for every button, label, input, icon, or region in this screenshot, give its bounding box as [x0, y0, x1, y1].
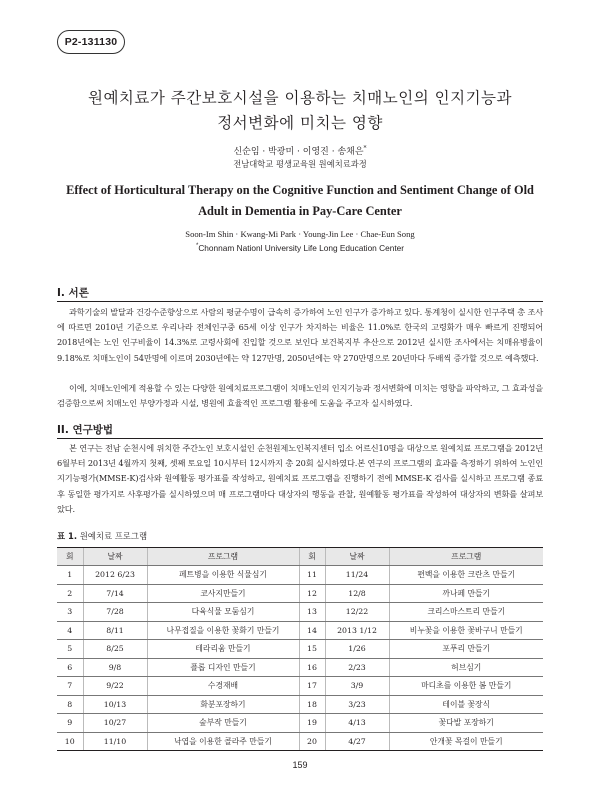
intro-paragraph-1: 과학기술의 발달과 건강수준향상으로 사람의 평균수명이 급속히 증가하여 노인 인구가 증가하고 있다. 통계청이 실시한 인구주택 총 조사에 따르면 2010년 기준으로 우리나라 전체인구중 65세 이상 인구가 차지하는 비율은 11.0%로 한국의 고령화가 매우 빠르게 진행되어 2018년에는 노인 인구비율이 14.3%로 고령사회에 진입할 것으로 보인다 보건복지부 추산으로 2012년 실시한 조사에서는 치매유병율이 9.18%로 치매노인이 54만명에 이르며 2030년에는 약 127만명, 2050년에는 약 270만명으로 20년마다 두배씩 증가할 것으로 예측했다.	[57, 307, 543, 363]
abstract-id-badge: P2-131130	[57, 30, 125, 54]
table-cell: 코사지만들기	[147, 584, 299, 603]
table-cell: 12/8	[325, 584, 389, 603]
table-header-row	[57, 548, 543, 566]
table-cell: 7	[57, 677, 83, 696]
korean-title-line-2: 정서변화에 미치는 영향	[217, 114, 383, 132]
methods-paragraph-1: 본 연구는 전남 순천시에 위치한 주간노인 보호시설인 순천원제노인복지센터 입소 어르신10명을 대상으로 원예치료 프로그램을 2012년 6월부터 2013년 4월까지 첫째, 셋째 토요일 10시부터 12시까지 총 20회 실시하였다.본 연구의 프로그램의 효과를 측정하기 위하여 노인인지기능평가(MMSE-K)검사와 원예활동 평가표를 작성하고, 원예치료 프로그램을 진행하기 전에 MMSE-K 검사를 실시하고 프로그램 종료 후 동일한 평가지로 사후평가를 실시하였으며 매 프로그램마다 대상자의 행동을 관찰, 원예활동 평가표를 작성하여 대상자의 변화를 살펴보았다.	[57, 443, 543, 514]
header-program: 프로그램	[389, 548, 543, 566]
page-number: 159	[292, 760, 308, 770]
table-cell: 7/28	[83, 603, 147, 622]
table-row	[57, 732, 543, 751]
section-divider	[57, 301, 543, 302]
table-cell: 19	[299, 714, 325, 733]
table-cell: 4/13	[325, 714, 389, 733]
table-row	[57, 714, 543, 733]
table-cell: 10/27	[83, 714, 147, 733]
header-date: 날짜	[83, 548, 147, 566]
table-cell: 12/22	[325, 603, 389, 622]
table-cell: 편백을 이용한 크란츠 만들기	[389, 566, 543, 585]
table-row	[57, 695, 543, 714]
section-heading-introduction: I. 서론	[57, 287, 89, 299]
table-cell: 20	[299, 732, 325, 751]
table-cell: 10	[57, 732, 83, 751]
table-cell: 2	[57, 584, 83, 603]
table-cell: 3	[57, 603, 83, 622]
table-cell: 16	[299, 658, 325, 677]
table-cell: 8/11	[83, 621, 147, 640]
table-cell: 11	[299, 566, 325, 585]
table-cell: 11/10	[83, 732, 147, 751]
table-row	[57, 603, 543, 622]
table-cell: 3/23	[325, 695, 389, 714]
table-cell: 18	[299, 695, 325, 714]
table-cell: 9/8	[83, 658, 147, 677]
table-cell: 8	[57, 695, 83, 714]
table-cell: 숲부작 만들기	[147, 714, 299, 733]
table-cell: 1/26	[325, 640, 389, 659]
table-cell: 테라리움 만들기	[147, 640, 299, 659]
korean-authors: 신순임 · 박광미 · 이영진 · 송채은*	[233, 145, 367, 157]
table-cell: 수경재배	[147, 677, 299, 696]
table-cell: 안개꽃 목걸이 만들기	[389, 732, 543, 751]
table-row	[57, 566, 543, 585]
table-cell: 2/23	[325, 658, 389, 677]
table-cell: 허브심기	[389, 658, 543, 677]
header-session: 회	[57, 548, 83, 566]
table-cell: 8/25	[83, 640, 147, 659]
table-cell: 2012 6/23	[83, 566, 147, 585]
table-cell: 1	[57, 566, 83, 585]
english-title-line-2: Adult in Dementia in Pay-Care Center	[198, 204, 402, 218]
table-cell: 12	[299, 584, 325, 603]
intro-paragraph-2: 이에, 치매노인에게 적용할 수 있는 다양한 원예치료프로그램이 치매노인의 인지기능과 정서변화에 미치는 영향을 파악하고, 그 효과성을 검증함으로써 치매노인 부양가정과 시설, 병원에 효율적인 프로그램 활용에 도움을 주고자 실시하였다.	[57, 383, 543, 409]
table-cell: 17	[299, 677, 325, 696]
table-cell: 6	[57, 658, 83, 677]
table-cell: 11/24	[325, 566, 389, 585]
table-cell: 나무접질을 이용한 꽃화기 만들기	[147, 621, 299, 640]
header-program: 프로그램	[147, 548, 299, 566]
header-date: 날짜	[325, 548, 389, 566]
english-authors: Soon-Im Shin · Kwang-Mi Park · Young-Jin Lee · Chae-Eun Song	[185, 229, 415, 239]
table-cell: 13	[299, 603, 325, 622]
header-session: 회	[299, 548, 325, 566]
table-cell: 14	[299, 621, 325, 640]
table-cell: 15	[299, 640, 325, 659]
table-cell: 꽃다발 포장하기	[389, 714, 543, 733]
table-cell: 까나페 만들기	[389, 584, 543, 603]
section-divider	[57, 438, 543, 439]
table-cell: 2013 1/12	[325, 621, 389, 640]
table-cell: 7/14	[83, 584, 147, 603]
table-cell: 크리스마스트리 만들기	[389, 603, 543, 622]
table-cell: 9/22	[83, 677, 147, 696]
table-row	[57, 584, 543, 603]
table-cell: 9	[57, 714, 83, 733]
korean-title-line-1: 원예치료가 주간보호시설을 이용하는 치매노인의 인지기능과	[87, 89, 512, 107]
table-cell: 화분포장하기	[147, 695, 299, 714]
table-row	[57, 658, 543, 677]
table-cell: 마디초를 이용한 봄 만들기	[389, 677, 543, 696]
table-cell: 포푸리 만들기	[389, 640, 543, 659]
english-title-line-1: Effect of Horticultural Therapy on the Cognitive Function and Sentiment Change of Old	[66, 183, 534, 197]
program-table	[57, 547, 543, 751]
table-cell: 4	[57, 621, 83, 640]
table-cell: 4/27	[325, 732, 389, 751]
table-cell: 다육식물 모둠심기	[147, 603, 299, 622]
table-cell: 5	[57, 640, 83, 659]
table-row	[57, 677, 543, 696]
table-row	[57, 640, 543, 659]
table-caption: 표 1. 원예치료 프로그램	[57, 531, 148, 541]
table-cell: 비누꽃을 이용한 꽃바구니 만들기	[389, 621, 543, 640]
table-cell: 10/13	[83, 695, 147, 714]
english-affiliation: *Chonnam Nationl University Life Long Education Center	[195, 243, 405, 253]
table-cell: 테이블 꽃장식	[389, 695, 543, 714]
table-cell: 페트병을 이용한 식물심기	[147, 566, 299, 585]
table-row	[57, 621, 543, 640]
table-cell: 3/9	[325, 677, 389, 696]
table-cell: 플롭 디자인 만들기	[147, 658, 299, 677]
korean-affiliation: 전남대학교 평생교육원 원예치료과정	[233, 159, 367, 169]
table-cell: 낙엽을 이용한 콜라주 만들기	[147, 732, 299, 751]
section-heading-methods: II. 연구방법	[57, 424, 114, 436]
